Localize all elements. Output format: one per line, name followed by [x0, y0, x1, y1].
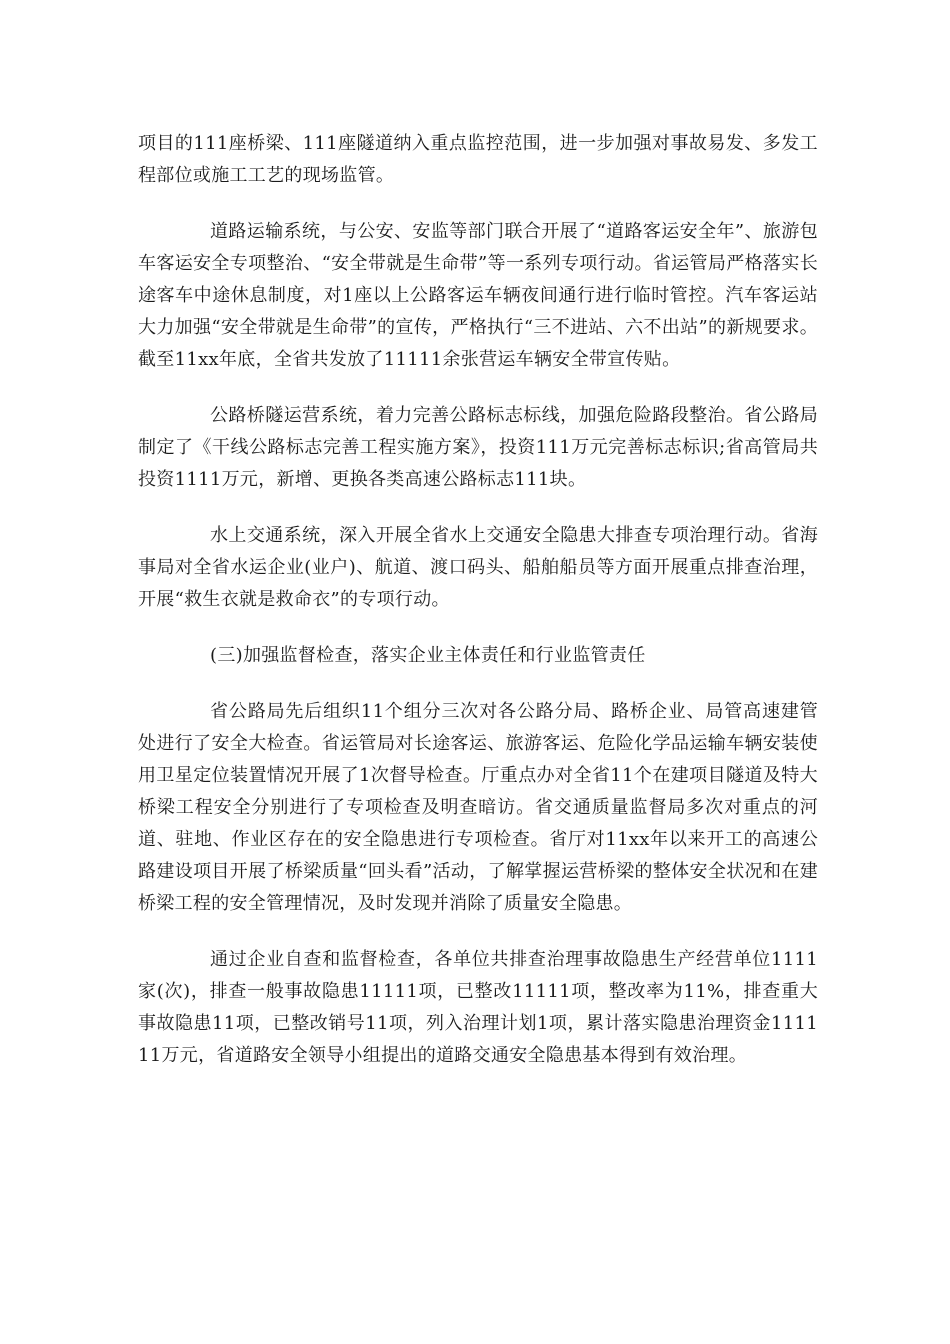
section-heading-supervision: (三)加强监督检查，落实企业主体责任和行业监管责任: [210, 645, 646, 666]
paragraph-waterway-transport: 水上交通系统，深入开展全省水上交通安全隐患大排查专项治理行动。省海事局对全省水运企业(业户)、航道、渡口码头、船舶船员等方面开展重点排查治理，开展“救生衣就是救命衣”的专项行动。: [138, 525, 818, 610]
paragraph-safety-inspections: 省公路局先后组织11个组分三次对各公路分局、路桥企业、局管高速建管处进行了安全大检查。省运管局对长途客运、旅游客运、危险化学品运输车辆安装使用卫星定位装置情况开展了1次督导检查。厅重点办对全省11个在建项目隧道及特大桥梁工程安全分别进行了专项检查及明查暗访。省交通质量监督局多次对重点的河道、驻地、作业区存在的安全隐患进行专项检查。省厅对11xx年以来开工的高速公路建设项目开展了桥梁质量“回头看”活动，了解掌握运营桥梁的整体安全状况和在建桥梁工程的安全管理情况，及时发现并消除了质量安全隐患。: [138, 701, 818, 914]
paragraph-hazard-rectification: 通过企业自查和监督检查，各单位共排查治理事故隐患生产经营单位1111家(次)，排查一般事故隐患11111项，已整改11111项，整改率为11%，排查重大事故隐患11项，已整改销号11项，列入治理计划1项，累计落实隐患治理资金111111万元，省道路安全领导小组提出的道路交通安全隐患基本得到有效治理。: [138, 949, 818, 1066]
paragraph-road-transport: 道路运输系统，与公安、安监等部门联合开展了“道路客运安全年”、旅游包车客运安全专项整治、“安全带就是生命带”等一系列专项行动。省运管局严格落实长途客车中途休息制度，对1座以上公路客运车辆夜间通行进行临时管控。汽车客运站大力加强“安全带就是生命带”的宣传，严格执行“三不进站、六不出站”的新规要求。截至11xx年底，全省共发放了11111余张营运车辆安全带宣传贴。: [138, 221, 818, 370]
document-body: [138, 128, 818, 1096]
paragraph-bridges-tunnels-monitoring: 项目的111座桥梁、111座隧道纳入重点监控范围，进一步加强对事故易发、多发工程部位或施工工艺的现场监管。: [138, 133, 818, 186]
paragraph-highway-bridge-tunnel-operation: 公路桥隧运营系统，着力完善公路标志标线，加强危险路段整治。省公路局制定了《干线公路标志完善工程实施方案》，投资111万元完善标志标识;省高管局共投资1111万元，新增、更换各类高速公路标志111块。: [138, 405, 818, 490]
